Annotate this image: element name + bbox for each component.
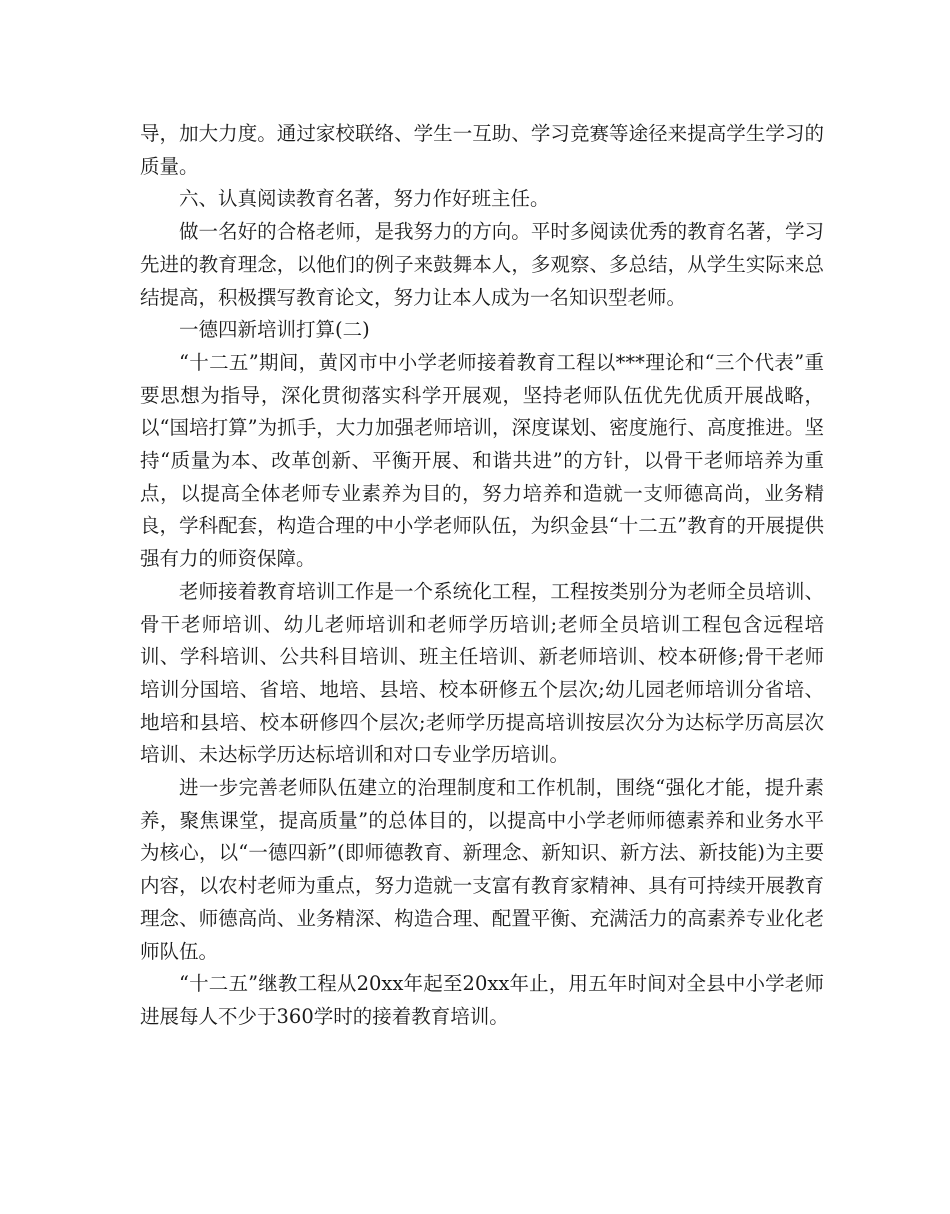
paragraph-training-categories: 老师接着教育培训工作是一个系统化工程，工程按类别分为老师全员培训、骨干老师培训、幼儿老师培训和老师学历培训;老师全员培训工程包含远程培训、学科培训、公共科目培训、班主任培训、新老师培训、校本研修;骨干老师培训分国培、省培、地培、县培、校本研修五个层次;幼儿园老师培训分省培、地培和县培、校本研修四个层次;老师学历提高培训按层次分为达标学历高层次培训、未达标学历达标培训和对口专业学历培训。 [140,579,824,767]
paragraph-continuation: 导，加大力度。通过家校联络、学生一互助、学习竞赛等途径来提高学生学习的质量。 [140,122,824,178]
plan-title: 一德四新培训打算(二) [179,318,370,342]
section-heading-six: 六、认真阅读教育名著，努力作好班主任。 [179,187,550,211]
paragraph-overall-goal: 进一步完善老师队伍建立的治理制度和工作机制，围绕“强化才能，提升素养，聚焦课堂，提高质量”的总体目的，以提高中小学老师师德素养和业务水平为核心，以“一德四新”(即师德教育、新理念、新知识、新方法、新技能)为主要内容，以农村老师为重点，努力造就一支富有教育家精神、具有可持续开展教育理念、师德高尚、业务精深、构造合理、配置平衡、充满活力的高素养专业化老师队伍。 [140,776,824,963]
paragraph-guiding-thought: “十二五”期间，黄冈市中小学老师接着教育工程以***理论和“三个代表”重要思想为指导，深化贯彻落实科学开展观，坚持老师队伍优先优质开展战略，以“国培打算”为抓手，大力加强老师培训，深度谋划、密度施行、高度推进。坚持“质量为本、改革创新、平衡开展、和谐共进”的方针，以骨干老师培养为重点，以提高全体老师专业素养为目的，努力培养和造就一支师德高尚，业务精良，学科配套，构造合理的中小学老师队伍，为织金县“十二五”教育的开展提供强有力的师资保障。 [140,350,824,571]
paragraph-schedule: “十二五”继教工程从20xx年起至20xx年止，用五年时间对全县中小学老师进展每人不少于360学时的接着教育培训。 [140,972,824,1028]
paragraph-good-teacher: 做一名好的合格老师，是我努力的方向。平时多阅读优秀的教育名著，学习先进的教育理念，以他们的例子来鼓舞本人，多观察、多总结，从学生实际来总结提高，积极撰写教育论文，努力让本人成为一名知识型老师。 [140,220,824,309]
document-body [140,118,824,1034]
